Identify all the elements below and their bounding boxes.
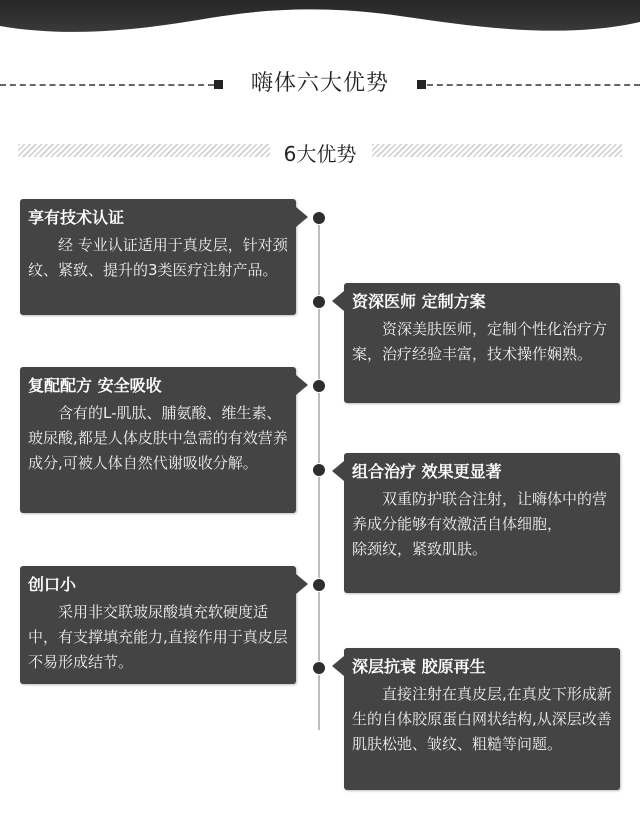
hatch-divider-right bbox=[372, 144, 622, 157]
advantage-text: 含有的L-肌肽、脯氨酸、维生素、玻尿酸,都是人体皮肤中急需的有效营养成分,可被人体自然代谢吸收分解。 bbox=[28, 404, 288, 472]
advantage-title: 资深医师 定制方案 bbox=[352, 292, 486, 311]
header-square-left bbox=[214, 80, 223, 89]
advantage-card-certification bbox=[20, 199, 296, 315]
advantage-text: 采用非交联玻尿酸填充软硬度适中，有支撑填充能力,直接作用于真皮层不易形成结节。 bbox=[28, 603, 288, 671]
advantage-text: 经 专业认证适用于真皮层，针对颈纹、紧致、提升的3类医疗注射产品。 bbox=[28, 236, 288, 279]
timeline-dot bbox=[312, 295, 326, 309]
advantage-title: 组合治疗 效果更显著 bbox=[352, 462, 502, 481]
section-title: 6大优势 bbox=[283, 142, 357, 166]
page-title: 嗨体六大优势 bbox=[250, 71, 389, 96]
top-wave-banner bbox=[0, 0, 640, 60]
advantage-card-formula bbox=[20, 367, 296, 513]
header-divider-right bbox=[427, 84, 640, 86]
hatch-divider-left bbox=[18, 144, 270, 157]
advantage-title: 享有技术认证 bbox=[28, 208, 125, 227]
advantage-text: 直接注射在真皮层,在真皮下形成新生的自体胶原蛋白网状结构,从深层改善肌肤松弛、皱纹、粗糙等问题。 bbox=[352, 685, 612, 753]
timeline-dot bbox=[312, 578, 326, 592]
timeline-dot bbox=[312, 661, 326, 675]
timeline-dot bbox=[312, 211, 326, 225]
advantage-card-doctor bbox=[344, 283, 620, 403]
header-divider-left bbox=[0, 84, 214, 86]
timeline-dot bbox=[312, 379, 326, 393]
header-square-right bbox=[417, 80, 426, 89]
advantage-card-small-wound bbox=[20, 566, 296, 684]
advantage-card-combination bbox=[344, 453, 630, 593]
advantage-title: 复配配方 安全吸收 bbox=[28, 376, 162, 395]
timeline-dot bbox=[312, 463, 326, 477]
advantage-text: 双重防护联合注射，让嗨体中的营养成分能够有效激活自体细胞， 除颈纹，紧致肌肤。 bbox=[352, 490, 630, 558]
advantage-text: 资深美肤医师，定制个性化治疗方案，治疗经验丰富，技术操作娴熟。 bbox=[352, 320, 608, 363]
advantage-card-anti-aging bbox=[344, 648, 620, 790]
advantage-title: 创口小 bbox=[28, 575, 77, 594]
advantage-title: 深层抗衰 胶原再生 bbox=[352, 657, 486, 676]
